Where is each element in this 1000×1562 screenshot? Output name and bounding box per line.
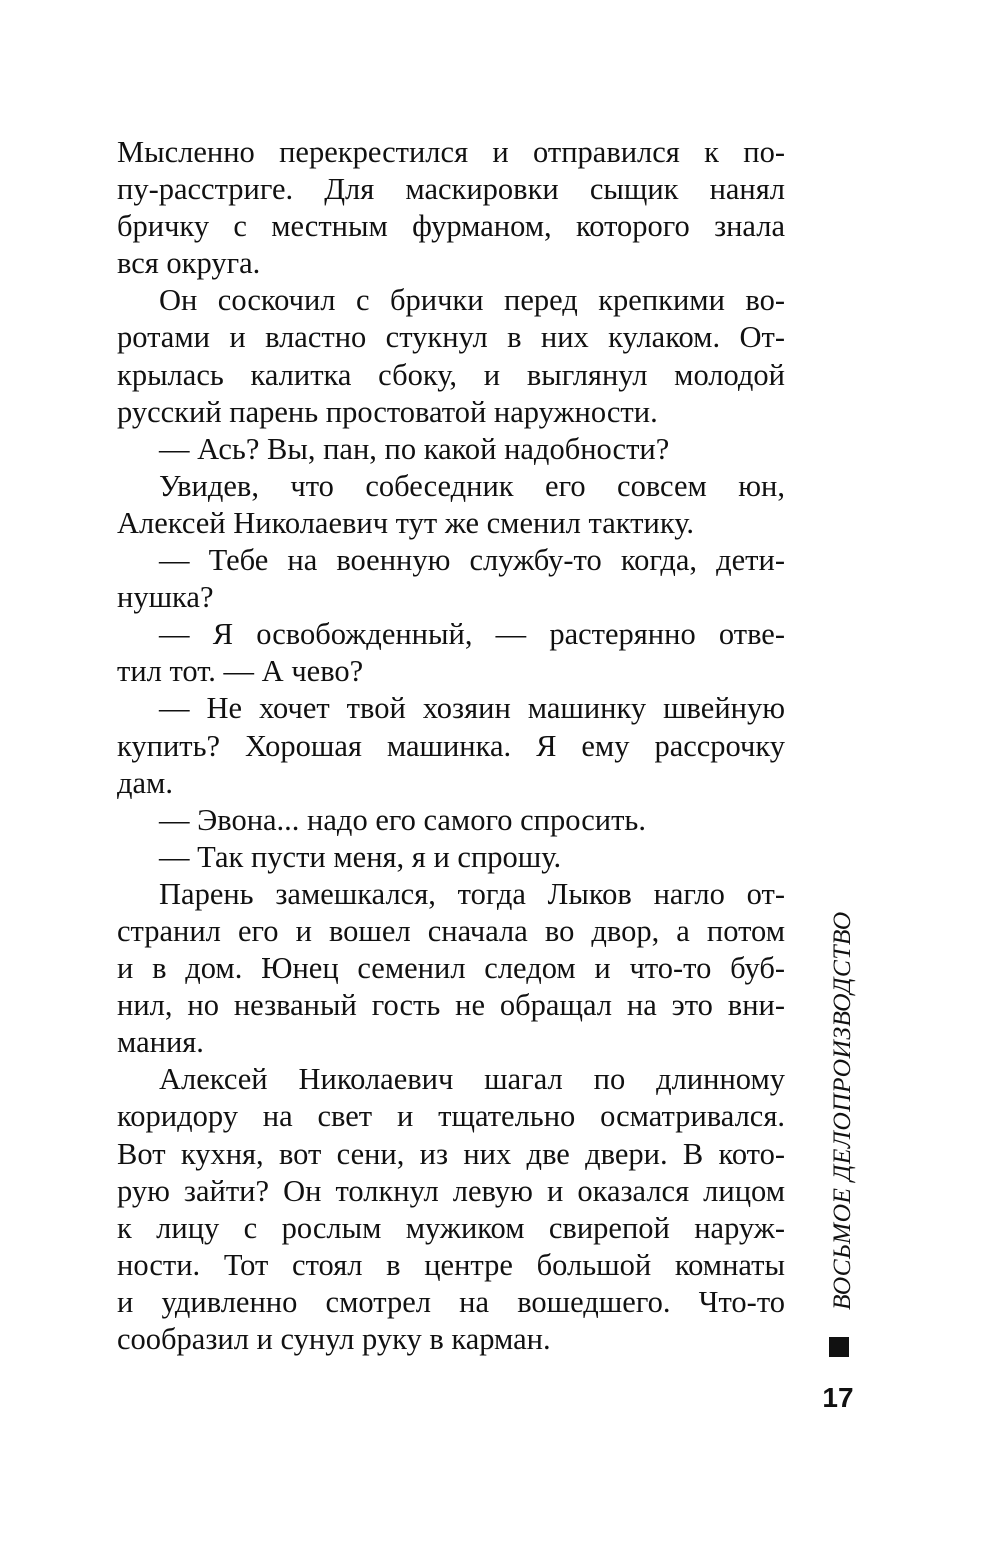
text-line: нил, но незваный гость не обращал на это вни- (117, 988, 785, 1023)
text-line: Алексей Николаевич шагал по длинному (159, 1062, 785, 1097)
text-line: вся округа. (117, 246, 261, 281)
text-line: дам. (117, 765, 173, 800)
running-head-text: ВОСЬМОЕ ДЕЛОПРОИЗВОДСТВО (827, 911, 856, 1310)
running-head (824, 880, 860, 1310)
text-line: русский парень простоватой наружности. (117, 394, 658, 429)
text-line: пу-расстриге. Для маскировки сыщик нанял (117, 172, 785, 207)
page-number: 17 (822, 1382, 854, 1413)
text-line: — Так пусти меня, я и спрошу. (159, 839, 562, 874)
text-line: Вот кухня, вот сени, из них две двери. В кото- (117, 1136, 785, 1171)
text-line: тил тот. — А чево? (117, 654, 364, 689)
text-line: к лицу с рослым мужиком свирепой наруж- (117, 1210, 785, 1245)
text-line: ротами и властно стукнул в них кулаком. От- (117, 320, 785, 355)
text-line: крылась калитка сбоку, и выглянул молодой (117, 357, 785, 392)
text-line: и в дом. Юнец семенил следом и что-то буб- (117, 951, 785, 986)
text-line: рую зайти? Он толкнул левую и оказался лицом (117, 1173, 785, 1208)
text-line: Парень замешкался, тогда Лыков нагло от- (159, 876, 785, 911)
square-marker (829, 1337, 849, 1357)
text-line: коридору на свет и тщательно осматривался. (117, 1099, 785, 1134)
text-line: — Не хочет твой хозяин машинку швейную (159, 691, 785, 726)
body-text (117, 134, 785, 1358)
text-line: и удивленно смотрел на вошедшего. Что-то (117, 1284, 785, 1319)
text-line: Он соскочил с брички перед крепкими во- (159, 283, 785, 318)
text-line: ности. Тот стоял в центре большой комнаты (117, 1247, 785, 1282)
text-line: купить? Хорошая машинка. Я ему рассрочку (117, 728, 785, 763)
text-line: нушка? (117, 580, 214, 615)
text-line: — Тебе на военную службу-то когда, дети- (159, 543, 785, 578)
text-line: мания. (117, 1025, 204, 1060)
text-line: Мысленно перекрестился и отправился к по- (117, 135, 785, 169)
text-line: Алексей Николаевич тут же сменил тактику. (117, 505, 695, 540)
text-line: Увидев, что собеседник его совсем юн, (159, 468, 785, 503)
text-line: странил его и вошел сначала во двор, а потом (117, 913, 785, 948)
text-line: — Ась? Вы, пан, по какой надобности? (159, 431, 670, 466)
text-line: — Я освобожденный, — растерянно отве- (159, 617, 785, 652)
text-line: бричку с местным фурманом, которого знала (117, 209, 785, 244)
text-line: — Эвона... надо его самого спросить. (159, 802, 646, 837)
text-line: сообразил и сунул руку в карман. (117, 1322, 551, 1356)
